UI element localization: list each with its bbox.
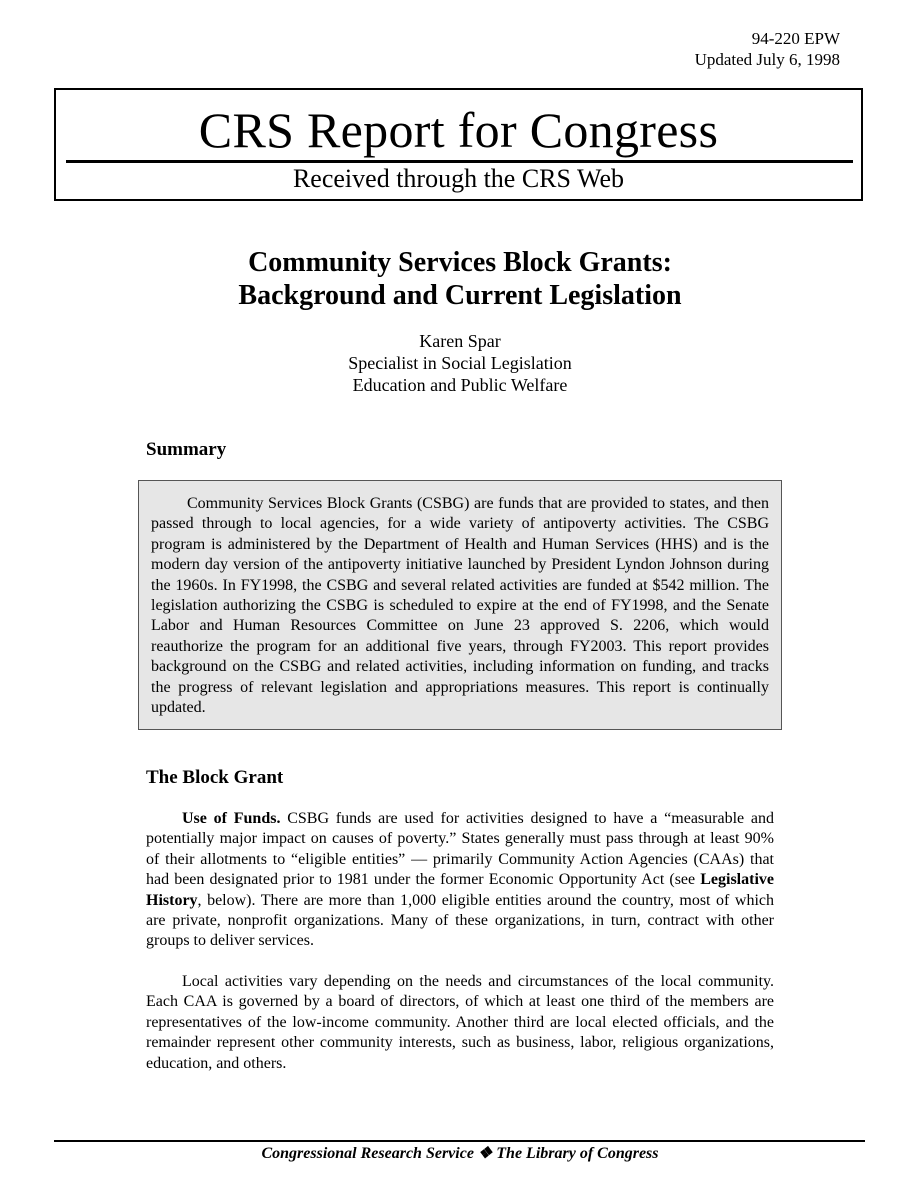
block-grant-heading: The Block Grant xyxy=(146,767,284,788)
summary-box: Community Services Block Grants (CSBG) are funds that are provided to states, and then passed through to local agencies, for a wide variety of antipoverty activities. The CSBG program is administered by the Department of Health and Human Services (HHS) and is the modern day version of the antipoverty initiative launched by President Lyndon Johnson during the 1960s. In FY1998, the CSBG and several related activities are funded at $542 million. The legislation authorizing the CSBG is scheduled to expire at the end of FY1998, and the Senate Labor and Human Resources Committee on June 23 approved S. 2206, which would reauthorize the program for an additional five years, through FY2003. This report provides background on the CSBG and related activities, including information on funding, and tracks the progress of relevant legislation and appropriations measures. This report is continually updated. xyxy=(138,480,782,730)
document-title xyxy=(0,246,920,312)
author-name: Karen Spar xyxy=(419,331,501,351)
document-title-line-2: Background and Current Legislation xyxy=(238,280,682,311)
masthead xyxy=(54,88,863,201)
footer-text: Congressional Research Service ❖ The Library of Congress xyxy=(261,1145,659,1162)
masthead-title: CRS Report for Congress xyxy=(198,102,719,158)
legislative-history-reference: Legislative History xyxy=(146,871,774,909)
local-activities-paragraph: Local activities vary depending on the needs and circumstances of the local community. Each CAA is governed by a board of directors, of which at least one third of the members are representatives of the low-income community. Another third are local elected officials, and the remainder represent other community interests, such as business, labor, religious organizations, education, and others. xyxy=(146,973,774,1072)
document-title-line-1: Community Services Block Grants: xyxy=(248,247,672,278)
use-of-funds-paragraph xyxy=(146,809,774,952)
masthead-subtitle: Received through the CRS Web xyxy=(292,164,625,193)
report-identifier xyxy=(695,28,840,70)
use-of-funds-text-a: CSBG funds are used for activities designed to have a “measurable and potentially major impact on causes of poverty.” States generally must pass through at least 90% of their allotments to “eligible entities” — primarily Community Action Agencies (CAAs) that had been designated prior to 1981 under the former Economic Opportunity Act (see xyxy=(146,810,774,889)
author-division: Education and Public Welfare xyxy=(352,375,568,395)
use-of-funds-text-b: , below). There are more than 1,000 eligible entities around the country, most of which are private, nonprofit organizations. Many of these organizations, in turn, contract with other groups to deliver services. xyxy=(146,891,774,950)
author-title: Specialist in Social Legislation xyxy=(348,353,572,373)
author-block xyxy=(0,330,920,396)
report-number: 94-220 EPW xyxy=(751,29,840,48)
updated-date: Updated July 6, 1998 xyxy=(694,50,840,69)
use-of-funds-lead: Use of Funds. xyxy=(182,810,281,827)
summary-heading: Summary xyxy=(146,439,227,460)
footer-rule xyxy=(54,1140,865,1142)
